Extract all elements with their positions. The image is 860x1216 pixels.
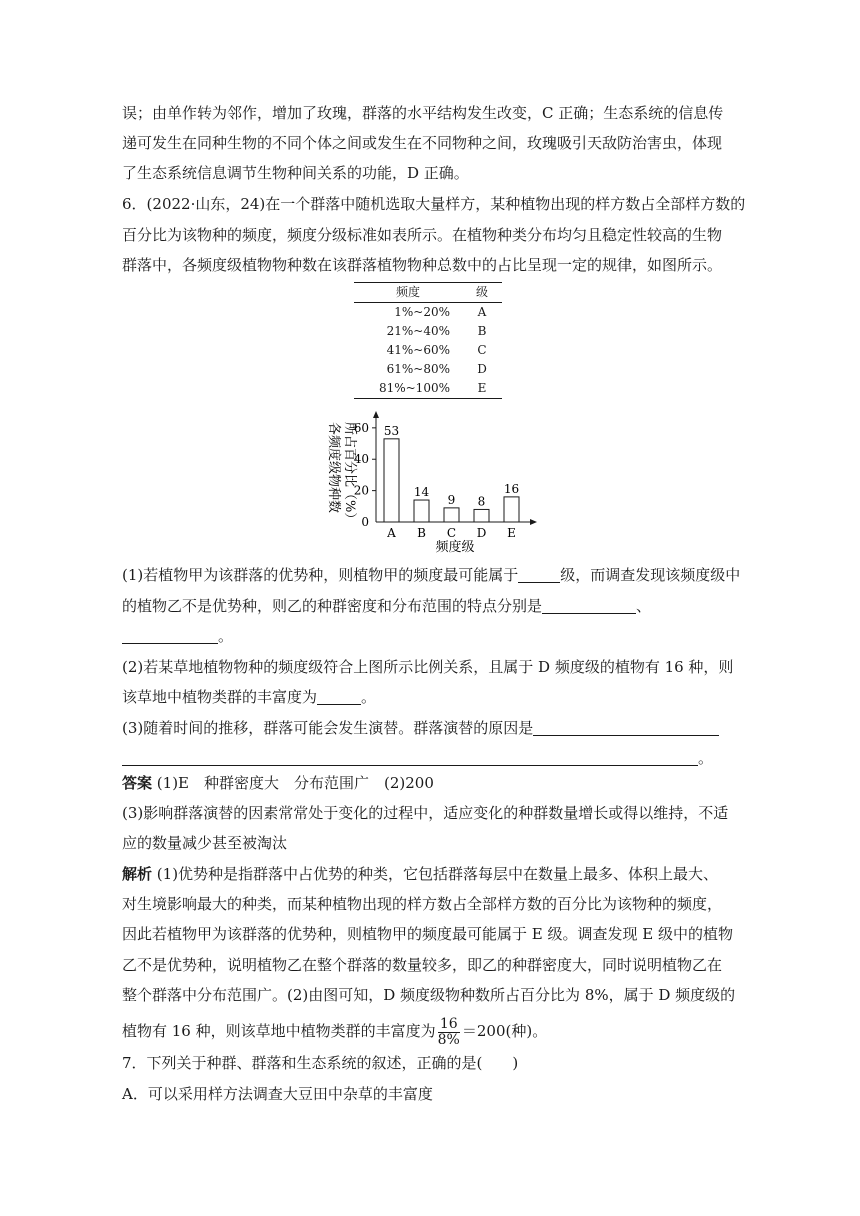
table-row	[354, 303, 502, 323]
table-row	[354, 360, 502, 379]
chart-ytick-label: 60	[353, 420, 369, 435]
table-cell-frequency: 61%~80%	[386, 362, 450, 376]
table-cell-grade: D	[477, 362, 487, 376]
q6-sub1-text-b: 级，而调查发现该频度级中	[560, 566, 741, 584]
chart-bar	[444, 508, 459, 522]
answer-line-3: 应的数量减少甚至被淘汰	[122, 834, 288, 852]
q6-sub1-line-1	[122, 565, 742, 586]
intro-line-3: 了生态系统信息调节生物种间关系的功能，D 正确。	[122, 164, 469, 182]
chart-data-label: 9	[447, 492, 456, 507]
table-cell-grade: A	[477, 305, 487, 319]
q6-sub2-line-1: (2)若某草地植物物种的频度级符合上图所示比例关系，且属于 D 频度级的植物有 16 种，则	[122, 658, 734, 676]
analysis-line-6	[122, 1012, 742, 1050]
q6-sub2-line-2	[122, 687, 742, 708]
table-cell-frequency: 21%~40%	[386, 324, 450, 338]
q6-line-1: 6．(2022·山东，24)在一个群落中随机选取大量样方，某种植物出现的样方数占全部样方数的	[122, 195, 746, 213]
q6-sub1-line-2	[122, 596, 742, 617]
q6-line-3: 群落中，各频度级植物物种数在该群落植物物种总数中的占比呈现一定的规律，如图所示。	[122, 256, 723, 274]
analysis-line-3: 因此若植物甲为该群落的优势种，则植物甲的频度最可能属于 E 级。调查发现 E 级中的植物	[122, 925, 733, 943]
analysis-line-4: 乙不是优势种，说明植物乙在整个群落的数量较多，即乙的种群密度大，同时说明植物乙在	[122, 956, 723, 974]
q6-sub1-text-a: (1)若植物甲为该群落的优势种，则植物甲的频度最可能属于	[122, 566, 519, 584]
analysis-line-1	[122, 864, 742, 885]
chart-xtick-label: A	[387, 526, 396, 540]
chart-data-label: 8	[477, 494, 486, 509]
q6-sub3-line-2	[122, 748, 742, 769]
q6-sub3-text-b: 。	[698, 749, 714, 767]
q6-sub2-text-b: 。	[361, 688, 377, 706]
table-cell-grade: E	[462, 379, 502, 399]
answer-blank-4[interactable]	[317, 689, 361, 705]
q6-sub1-text-e: 。	[218, 627, 234, 645]
frequency-table	[354, 282, 502, 399]
q6-sub3-line-1	[122, 718, 742, 739]
fraction	[438, 1017, 460, 1048]
chart-xtick-label: D	[476, 526, 487, 540]
table-cell-frequency: 41%~60%	[386, 343, 450, 357]
analysis-text-6a: 植物有 16 种，则该草地中植物类群的丰富度为	[122, 1022, 436, 1040]
answer-blank-5[interactable]	[533, 720, 719, 736]
chart-bar	[474, 509, 489, 522]
analysis-line-5: 整个群落中分布范围广。(2)由图可知，D 频度级物种数所占百分比为 8%，属于 D 频度级的	[122, 986, 736, 1004]
table-header-row	[354, 283, 502, 303]
table-row	[354, 379, 502, 399]
q6-sub1-line-3	[122, 626, 742, 647]
chart-bar	[504, 497, 519, 522]
answer-blank-6[interactable]	[122, 750, 698, 766]
chart-data-label: 14	[413, 485, 430, 500]
intro-line-2: 递可发生在同种生物的不同个体之间或发生在不同物种之间，玫瑰吸引天敌防治害虫，体现	[122, 134, 723, 152]
table-cell-frequency: 81%~100%	[354, 379, 462, 399]
chart-ytick-label: 20	[353, 483, 369, 498]
chart-xtick-label: E	[507, 526, 516, 540]
q6-sub2-text-a: 该草地中植物类群的丰富度为	[122, 688, 318, 706]
chart-xlabel: 频度级	[435, 540, 475, 555]
analysis-label: 解析	[122, 865, 153, 883]
table-row	[354, 322, 502, 341]
table-cell-grade: C	[477, 343, 487, 357]
q6-sub1-text-c: 的植物乙不是优势种，则乙的种群密度和分布范围的特点分别是	[122, 597, 543, 615]
intro-line-1: 误；由单作转为邻作，增加了玫瑰，群落的水平结构发生改变，C 正确；生态系统的信息传	[122, 104, 724, 122]
table-header-frequency: 频度	[354, 283, 462, 303]
chart-data-label: 53	[383, 423, 400, 438]
chart-xtick-label: C	[446, 526, 457, 540]
answer-line-2: (3)影响群落演替的因素常常处于变化的过程中，适应变化的种群数量增长或得以维持，不适	[122, 804, 729, 822]
answer-blank-2[interactable]	[542, 598, 636, 614]
chart-ytick-label: 0	[361, 515, 369, 529]
answer-label: 答案	[122, 774, 153, 792]
chart-bar	[414, 500, 429, 522]
fraction-numerator: 16	[438, 1017, 460, 1033]
answer-blank-1[interactable]	[518, 567, 560, 583]
analysis-line-2: 对生境影响最大的种类，而某种植物出现的样方数占全部样方数的百分比为该物种的频度，	[122, 895, 723, 913]
table-header-grade: 级	[462, 283, 502, 303]
chart-bar	[384, 439, 399, 522]
table-row	[354, 341, 502, 360]
table-cell-grade: B	[477, 324, 487, 338]
q6-sub1-text-d: 、	[636, 597, 652, 615]
q6-sub3-text-a: (3)随着时间的推移，群落可能会发生演替。群落演替的原因是	[122, 719, 534, 737]
chart-data-label: 16	[503, 481, 520, 496]
table-cell-frequency: 1%~20%	[394, 305, 450, 319]
frequency-bar-chart	[300, 410, 560, 558]
q6-line-2: 百分比为该物种的频度，频度分级标准如表所示。在植物种类分布均匀且稳定性较高的生物	[122, 226, 723, 244]
answer-text-1: (1)E 种群密度大 分布范围广 (2)200	[156, 774, 434, 792]
analysis-text-1: (1)优势种是指群落中占优势的种类，它包括群落每层中在数量上最多、体积上最大、	[156, 865, 719, 883]
chart-ylabel-line-1: 各频度级物种数	[326, 422, 341, 514]
chart-y-axis-arrow	[373, 411, 379, 418]
q7-option-a: A．可以采用样方法调查大豆田中杂草的丰富度	[122, 1085, 433, 1103]
answer-line-1	[122, 773, 742, 794]
fraction-denominator: 8%	[437, 1031, 460, 1048]
chart-x-axis-arrow	[530, 519, 537, 525]
answer-blank-3[interactable]	[122, 628, 218, 644]
q7-stem: 7．下列关于种群、群落和生态系统的叙述，正确的是( )	[122, 1054, 519, 1072]
chart-ytick-label: 40	[353, 452, 369, 467]
chart-ylabel-line-2: 所占百分比（%）	[342, 422, 357, 526]
analysis-text-6b: ＝200(种)。	[461, 1022, 548, 1040]
chart-xtick-label: B	[417, 526, 426, 540]
